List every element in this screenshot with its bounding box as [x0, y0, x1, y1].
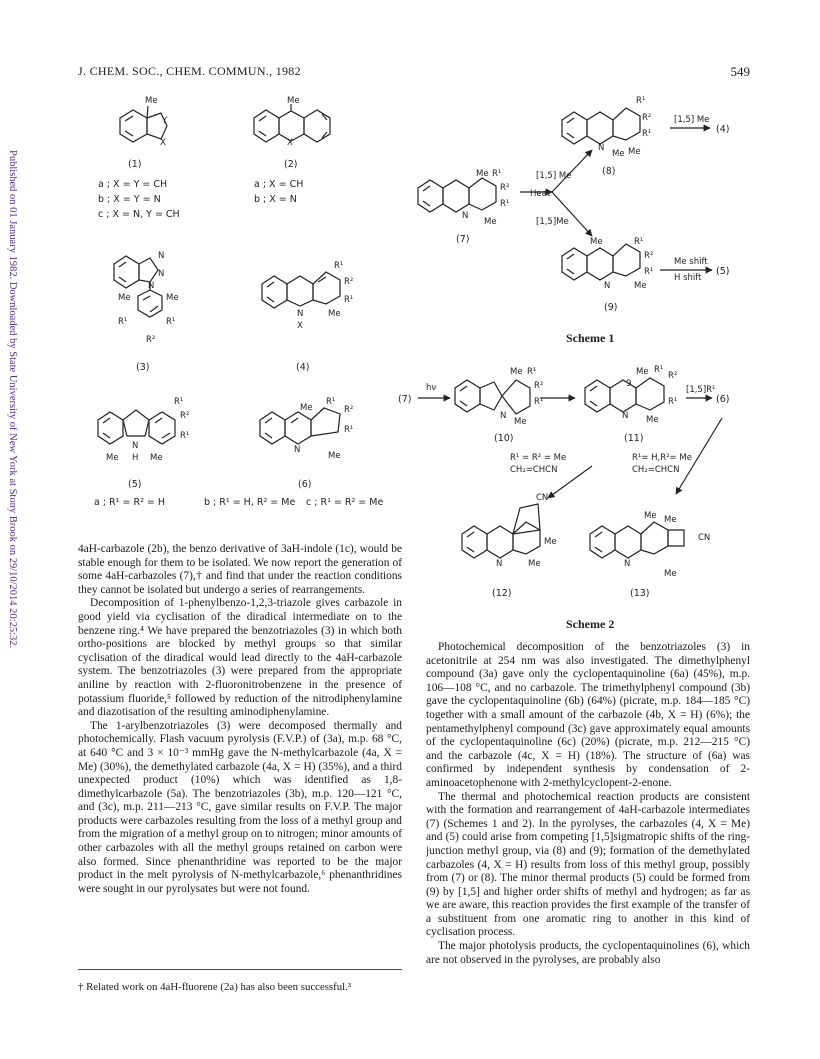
svg-text:hν: hν: [426, 383, 437, 393]
svg-text:X: X: [287, 138, 293, 148]
svg-text:R²: R²: [642, 113, 652, 123]
svg-text:Me: Me: [287, 96, 300, 106]
footnote-divider: [78, 969, 402, 970]
svg-text:X: X: [160, 138, 166, 148]
svg-text:(5): (5): [716, 266, 730, 277]
svg-text:Me: Me: [145, 96, 158, 106]
svg-text:Me: Me: [628, 147, 641, 157]
left-column-text: [78, 543, 402, 896]
structure-5: [98, 410, 175, 444]
svg-text:b ; X = Y = N: b ; X = Y = N: [98, 194, 161, 205]
svg-text:N: N: [500, 411, 507, 421]
svg-text:Me: Me: [106, 453, 119, 463]
svg-text:[1,5] Me: [1,5] Me: [536, 171, 572, 181]
svg-text:Me: Me: [300, 403, 313, 413]
atom-labels: [106, 96, 710, 579]
svg-text:R²: R²: [180, 411, 190, 421]
svg-text:R²: R²: [344, 405, 354, 415]
svg-text:[1,5]Me: [1,5]Me: [536, 217, 569, 227]
svg-text:Me: Me: [328, 451, 341, 461]
svg-text:(12): (12): [492, 588, 512, 599]
scheme2-structure-10: [455, 380, 575, 414]
svg-text:(9): (9): [604, 302, 618, 313]
structure-1: [120, 106, 167, 142]
svg-text:(3): (3): [136, 362, 150, 373]
download-watermark-text: Published on 01 January 1982. Downloaded by State University of New York at Stony Brook on 29/10/2014 20:25:32.: [7, 150, 18, 649]
svg-text:Me: Me: [118, 293, 131, 303]
svg-text:N: N: [496, 559, 503, 569]
structure-4: [262, 272, 340, 308]
svg-text:R¹: R¹: [654, 365, 664, 375]
svg-text:(6): (6): [716, 394, 730, 405]
svg-text:N: N: [598, 143, 605, 153]
svg-text:R²: R²: [146, 335, 156, 345]
svg-text:R¹= H,R²= Me: R¹= H,R²= Me: [632, 453, 692, 463]
svg-text:N: N: [158, 251, 165, 261]
svg-text:R¹: R¹: [500, 199, 510, 209]
svg-text:N: N: [297, 309, 304, 319]
running-head: J. CHEM. SOC., CHEM. COMMUN., 1982: [78, 64, 301, 78]
svg-text:R¹: R¹: [166, 317, 176, 327]
svg-text:Me: Me: [476, 169, 489, 179]
right-column-text: [426, 641, 750, 967]
svg-text:Me: Me: [644, 511, 657, 521]
page-number: 549: [730, 64, 750, 79]
svg-text:c ; X = N, Y = CH: c ; X = N, Y = CH: [98, 209, 180, 220]
svg-text:Me: Me: [514, 417, 527, 427]
svg-text:[1,5]R¹: [1,5]R¹: [686, 385, 716, 395]
svg-text:Me: Me: [510, 367, 523, 377]
svg-text:a ; X = CH: a ; X = CH: [254, 179, 304, 190]
svg-text:N: N: [132, 441, 139, 451]
svg-text:9: 9: [626, 379, 632, 389]
svg-text:R¹: R¹: [334, 261, 344, 271]
paragraph: The major photolysis products, the cyclopentaquinolines (6), which are not observed in the pyrolyses, are probably also: [426, 940, 750, 966]
svg-text:b ; X = N: b ; X = N: [254, 194, 297, 205]
svg-text:X: X: [297, 321, 303, 331]
svg-text:R¹: R¹: [644, 267, 654, 277]
svg-text:a ; X = Y = CH: a ; X = Y = CH: [98, 179, 168, 190]
structure-3: [114, 256, 165, 317]
svg-text:R²: R²: [644, 251, 654, 261]
svg-text:R¹: R¹: [344, 425, 354, 435]
scheme2-structure-11: [585, 378, 712, 412]
svg-text:Me: Me: [590, 237, 603, 247]
svg-text:(7): (7): [398, 394, 412, 405]
svg-text:(1): (1): [128, 159, 142, 170]
structure-6: [260, 408, 340, 444]
svg-text:Me: Me: [528, 559, 541, 569]
scheme2-structure-12: [462, 504, 540, 558]
svg-text:(7): (7): [456, 234, 470, 245]
svg-text:(4): (4): [296, 362, 310, 373]
svg-text:Me: Me: [150, 453, 163, 463]
scheme2-structure-13: [590, 522, 684, 558]
svg-text:Me: Me: [636, 367, 649, 377]
paragraph: Decomposition of 1-phenylbenzo-1,2,3-triazole gives carbazole in good yield via cyclisation of the diradical intermediate on to the benzene ring.⁴ We have prepared the benzotriazoles (3) in which both ortho-positions are blocked by methyl groups so that similar cyclisation of the diradical would lead directly to the 4aH-carbazole system. The benzotriazoles (3) were prepared from the appropriate aniline by reaction with 2-fluoronitrobenzene in the presence of potassium fluoride,⁵ followed by reduction of the nitrodiphenylamine and diazotisation of the resulting aminodiphenylamine.: [78, 597, 402, 719]
svg-text:R¹: R¹: [642, 129, 652, 139]
svg-text:N: N: [148, 281, 155, 291]
svg-text:H shift: H shift: [674, 273, 702, 283]
svg-text:c ; R¹ = R² = Me: c ; R¹ = R² = Me: [306, 497, 384, 508]
svg-text:Me: Me: [544, 537, 557, 547]
structure-2: [254, 104, 330, 142]
svg-text:Scheme 2: Scheme 2: [566, 617, 615, 631]
svg-text:Me: Me: [664, 569, 677, 579]
svg-text:(6): (6): [298, 479, 312, 490]
svg-text:(13): (13): [630, 588, 650, 599]
svg-text:N: N: [622, 411, 629, 421]
svg-text:CH₂=CHCN: CH₂=CHCN: [510, 465, 558, 475]
svg-text:[1,5] Me: [1,5] Me: [674, 115, 710, 125]
svg-text:Me: Me: [634, 281, 647, 291]
svg-text:(4): (4): [716, 124, 730, 135]
svg-text:CN: CN: [698, 533, 711, 543]
svg-text:N: N: [294, 445, 301, 455]
svg-text:R¹: R¹: [636, 96, 646, 106]
svg-text:N: N: [158, 269, 165, 279]
svg-text:R²: R²: [534, 381, 544, 391]
svg-text:R¹: R¹: [180, 431, 190, 441]
svg-text:Me: Me: [646, 415, 659, 425]
svg-text:R²: R²: [668, 371, 678, 381]
svg-text:b ; R¹ = H, R² = Me: b ; R¹ = H, R² = Me: [204, 497, 296, 508]
svg-text:(10): (10): [494, 433, 514, 444]
svg-text:R¹ = R² = Me: R¹ = R² = Me: [510, 453, 567, 463]
scheme1-structure-7: [418, 178, 496, 212]
scheme1-annotations: [456, 115, 729, 345]
svg-text:Me: Me: [612, 149, 625, 159]
svg-text:Me: Me: [328, 309, 341, 319]
svg-text:R¹: R¹: [326, 397, 336, 407]
svg-text:(11): (11): [624, 433, 644, 444]
svg-text:CN: CN: [536, 493, 549, 503]
svg-text:R¹: R¹: [174, 397, 184, 407]
svg-text:R²: R²: [344, 277, 354, 287]
svg-text:H: H: [132, 453, 139, 463]
svg-text:Me: Me: [664, 515, 677, 525]
svg-text:R¹: R¹: [668, 397, 678, 407]
svg-text:N: N: [462, 211, 469, 221]
paragraph: 4aH-carbazole (2b), the benzo derivative of 3aH-indole (1c), would be stable enough for them to be isolated. We now report the generation of some 4aH-carbazoles (7),† and find that under the reaction conditions they cannot be isolated but undergo a series of rearrangements.: [78, 543, 402, 596]
svg-text:N: N: [624, 559, 631, 569]
svg-text:a ; R¹ = R² = H: a ; R¹ = R² = H: [94, 497, 166, 508]
paragraph: Photochemical decomposition of the benzotriazoles (3) in acetonitrile at 254 nm was also investigated. The dimethylphenyl compound (3a) gave only the cyclopentaquinoline (6a) (45%), m.p. 106—108 °C, and no carbazole. The trimethylphenyl compound (3b) gave the cyclopentaquinoline (6b) (64%) (picrate, m.p. 184—185 °C) together with a small amount of the carbazole (4b, X = H) (6%); the pentamethylphenyl compound (3c) gave approximately equal amounts of the cyclopentaquinoline (6c) (20%) (picrate, m.p. 212—215 °C) and the carbazole (4c, X = H) (18%). The structure of (6a) was confirmed by independent synthesis by condensation of 2-aminoacetophenone with 2-methylcyclopent-2-enone.: [426, 641, 750, 789]
svg-text:Me: Me: [484, 217, 497, 227]
svg-text:N: N: [604, 281, 611, 291]
svg-text:Heat: Heat: [530, 189, 551, 199]
paragraph: The 1-arylbenzotriazoles (3) were decomposed thermally and photochemically. Flash vacuum pyrolysis (F.V.P.) of (3a), m.p. 68 °C, at 640 °C and 3 × 10⁻³ mmHg gave the N-methylcarbazole (4a, X = Me) (30%), the demethylated carbazole (4a, X = H) (35%), and a third unexpected product (10%) which was identified as 1,8-dimethylcarbazole (5a). The benzotriazoles (3b), m.p. 120—121 °C, and (3c), m.p. 211—213 °C, gave similar results on F.V.P. The major products were carbazoles resulting from the loss of a methyl group and from the migration of a methyl group on to nitrogen; minor amounts of other carbazoles with all the methyl groups retained on carbon were also formed. Since phenanthridine was reported to be the major product in the melt pyrolysis of N-methylcarbazole,⁶ phenanthridines were sought in our pyrolysates but were not found.: [78, 719, 402, 895]
svg-text:R¹: R¹: [344, 295, 354, 305]
svg-text:Y: Y: [162, 116, 168, 126]
footnote: † Related work on 4aH-fluorene (2a) has also been successful.³: [78, 981, 352, 993]
svg-text:CH₂=CHCN: CH₂=CHCN: [632, 465, 680, 475]
svg-text:R²: R²: [500, 183, 510, 193]
scheme2-annotations: [398, 383, 729, 631]
svg-text:Scheme 1: Scheme 1: [566, 331, 615, 345]
svg-text:R¹: R¹: [534, 397, 544, 407]
scheme1-structure-8: [562, 108, 710, 144]
svg-text:(2): (2): [284, 159, 298, 170]
paragraph: The thermal and photochemical reaction products are consistent with the formation and rearrangement of 4aH-carbazole intermediates (7) (Schemes 1 and 2). In the pyrolyses, the carbazoles (4, X = Me) and (5) could arise from competing [1,5]sigmatropic shifts of the ring-junction methyl group, via (8) and (9); formation of the demethylated carbazoles (4, X = H) results from loss of this methyl group, possibly from (7) or (8). The minor thermal products (5) could be formed from (9) by [1,5] and higher order shifts of methyl and hydrogen; as far as we are aware, this reaction provides the first example of the transfer of a substituent from one aromatic ring to another in this kind of cyclisation process.: [426, 790, 750, 939]
svg-text:R¹: R¹: [118, 317, 128, 327]
svg-text:R¹: R¹: [634, 237, 644, 247]
svg-text:Me shift: Me shift: [674, 257, 708, 267]
svg-text:(8): (8): [602, 166, 616, 177]
svg-text:(5): (5): [128, 479, 142, 490]
svg-text:R¹: R¹: [492, 169, 502, 179]
svg-text:R¹: R¹: [527, 367, 537, 377]
svg-text:Me: Me: [166, 293, 179, 303]
